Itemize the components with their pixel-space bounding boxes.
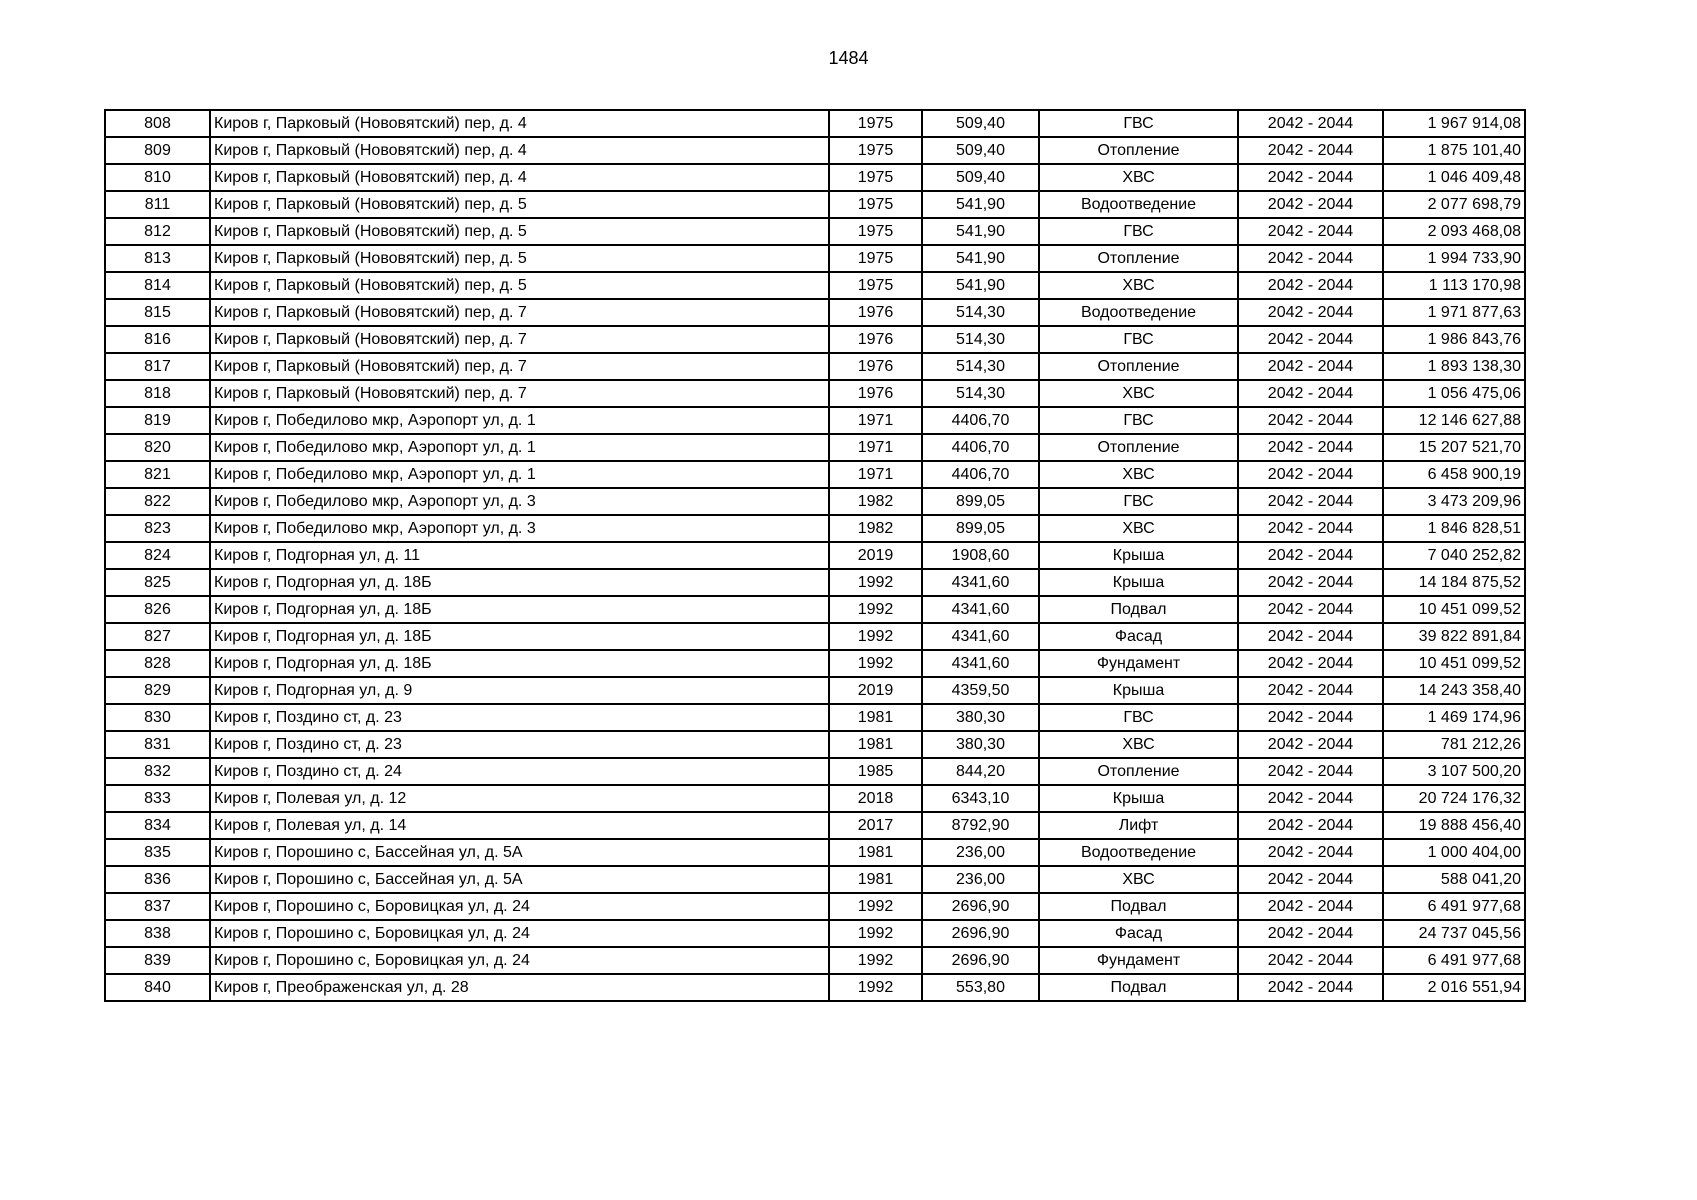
table-body bbox=[105, 110, 1525, 1001]
work-type-cell: Отопление bbox=[1039, 434, 1238, 461]
year-cell: 1975 bbox=[829, 218, 922, 245]
year-cell: 2018 bbox=[829, 785, 922, 812]
address-cell: Киров г, Поздино ст, д. 24 bbox=[210, 758, 829, 785]
period-cell: 2042 - 2044 bbox=[1238, 407, 1383, 434]
work-type-cell: ХВС bbox=[1039, 164, 1238, 191]
table-row bbox=[105, 974, 1525, 1001]
address-cell: Киров г, Победилово мкр, Аэропорт ул, д. 1 bbox=[210, 434, 829, 461]
cost-cell: 1 875 101,40 bbox=[1383, 137, 1525, 164]
year-cell: 1992 bbox=[829, 623, 922, 650]
address-cell: Киров г, Победилово мкр, Аэропорт ул, д. 3 bbox=[210, 488, 829, 515]
cost-cell: 588 041,20 bbox=[1383, 866, 1525, 893]
address-cell: Киров г, Парковый (Нововятский) пер, д. 4 bbox=[210, 110, 829, 137]
page-number: 1484 bbox=[828, 48, 869, 68]
row-number-cell: 818 bbox=[105, 380, 210, 407]
address-cell: Киров г, Парковый (Нововятский) пер, д. 4 bbox=[210, 164, 829, 191]
cost-cell: 1 971 877,63 bbox=[1383, 299, 1525, 326]
area-cell: 4341,60 bbox=[922, 623, 1039, 650]
period-cell: 2042 - 2044 bbox=[1238, 164, 1383, 191]
area-cell: 236,00 bbox=[922, 866, 1039, 893]
table-row bbox=[105, 569, 1525, 596]
year-cell: 1981 bbox=[829, 839, 922, 866]
table-row bbox=[105, 110, 1525, 137]
table-row bbox=[105, 758, 1525, 785]
year-cell: 2017 bbox=[829, 812, 922, 839]
address-cell: Киров г, Порошино с, Боровицкая ул, д. 24 bbox=[210, 893, 829, 920]
address-cell: Киров г, Подгорная ул, д. 18Б bbox=[210, 650, 829, 677]
year-cell: 1971 bbox=[829, 434, 922, 461]
address-cell: Киров г, Парковый (Нововятский) пер, д. 5 bbox=[210, 218, 829, 245]
address-cell: Киров г, Подгорная ул, д. 18Б bbox=[210, 569, 829, 596]
table-row bbox=[105, 839, 1525, 866]
area-cell: 514,30 bbox=[922, 326, 1039, 353]
area-cell: 236,00 bbox=[922, 839, 1039, 866]
cost-cell: 2 077 698,79 bbox=[1383, 191, 1525, 218]
table-row bbox=[105, 704, 1525, 731]
year-cell: 1971 bbox=[829, 407, 922, 434]
year-cell: 1982 bbox=[829, 488, 922, 515]
year-cell: 1975 bbox=[829, 110, 922, 137]
period-cell: 2042 - 2044 bbox=[1238, 245, 1383, 272]
cost-cell: 1 893 138,30 bbox=[1383, 353, 1525, 380]
work-type-cell: Отопление bbox=[1039, 353, 1238, 380]
work-type-cell: Крыша bbox=[1039, 542, 1238, 569]
row-number-cell: 837 bbox=[105, 893, 210, 920]
cost-cell: 10 451 099,52 bbox=[1383, 650, 1525, 677]
address-cell: Киров г, Подгорная ул, д. 18Б bbox=[210, 623, 829, 650]
cost-cell: 1 986 843,76 bbox=[1383, 326, 1525, 353]
row-number-cell: 829 bbox=[105, 677, 210, 704]
address-cell: Киров г, Победилово мкр, Аэропорт ул, д. 3 bbox=[210, 515, 829, 542]
year-cell: 1992 bbox=[829, 947, 922, 974]
address-cell: Киров г, Парковый (Нововятский) пер, д. 5 bbox=[210, 272, 829, 299]
cost-cell: 6 491 977,68 bbox=[1383, 947, 1525, 974]
period-cell: 2042 - 2044 bbox=[1238, 623, 1383, 650]
table-row bbox=[105, 164, 1525, 191]
cost-cell: 3 473 209,96 bbox=[1383, 488, 1525, 515]
table-row bbox=[105, 623, 1525, 650]
repair-schedule-table bbox=[104, 109, 1526, 1002]
row-number-cell: 840 bbox=[105, 974, 210, 1001]
table-row bbox=[105, 947, 1525, 974]
area-cell: 2696,90 bbox=[922, 947, 1039, 974]
address-cell: Киров г, Парковый (Нововятский) пер, д. 5 bbox=[210, 245, 829, 272]
row-number-cell: 821 bbox=[105, 461, 210, 488]
year-cell: 2019 bbox=[829, 677, 922, 704]
period-cell: 2042 - 2044 bbox=[1238, 677, 1383, 704]
table-row bbox=[105, 866, 1525, 893]
address-cell: Киров г, Порошино с, Боровицкая ул, д. 24 bbox=[210, 947, 829, 974]
area-cell: 2696,90 bbox=[922, 920, 1039, 947]
period-cell: 2042 - 2044 bbox=[1238, 353, 1383, 380]
cost-cell: 1 469 174,96 bbox=[1383, 704, 1525, 731]
table-row bbox=[105, 920, 1525, 947]
work-type-cell: ХВС bbox=[1039, 731, 1238, 758]
area-cell: 4341,60 bbox=[922, 650, 1039, 677]
table-row bbox=[105, 299, 1525, 326]
row-number-cell: 831 bbox=[105, 731, 210, 758]
area-cell: 514,30 bbox=[922, 353, 1039, 380]
address-cell: Киров г, Парковый (Нововятский) пер, д. 7 bbox=[210, 380, 829, 407]
cost-cell: 39 822 891,84 bbox=[1383, 623, 1525, 650]
row-number-cell: 825 bbox=[105, 569, 210, 596]
area-cell: 899,05 bbox=[922, 488, 1039, 515]
row-number-cell: 813 bbox=[105, 245, 210, 272]
period-cell: 2042 - 2044 bbox=[1238, 488, 1383, 515]
table-row bbox=[105, 380, 1525, 407]
address-cell: Киров г, Парковый (Нововятский) пер, д. 7 bbox=[210, 326, 829, 353]
period-cell: 2042 - 2044 bbox=[1238, 785, 1383, 812]
address-cell: Киров г, Порошино с, Бассейная ул, д. 5А bbox=[210, 866, 829, 893]
period-cell: 2042 - 2044 bbox=[1238, 947, 1383, 974]
cost-cell: 12 146 627,88 bbox=[1383, 407, 1525, 434]
period-cell: 2042 - 2044 bbox=[1238, 272, 1383, 299]
period-cell: 2042 - 2044 bbox=[1238, 704, 1383, 731]
year-cell: 1981 bbox=[829, 731, 922, 758]
period-cell: 2042 - 2044 bbox=[1238, 596, 1383, 623]
year-cell: 1992 bbox=[829, 650, 922, 677]
area-cell: 2696,90 bbox=[922, 893, 1039, 920]
year-cell: 1975 bbox=[829, 272, 922, 299]
table-row bbox=[105, 677, 1525, 704]
table-row bbox=[105, 461, 1525, 488]
table-row bbox=[105, 812, 1525, 839]
year-cell: 1976 bbox=[829, 326, 922, 353]
cost-cell: 1 846 828,51 bbox=[1383, 515, 1525, 542]
address-cell: Киров г, Полевая ул, д. 14 bbox=[210, 812, 829, 839]
period-cell: 2042 - 2044 bbox=[1238, 191, 1383, 218]
year-cell: 1992 bbox=[829, 893, 922, 920]
address-cell: Киров г, Полевая ул, д. 12 bbox=[210, 785, 829, 812]
table-row bbox=[105, 218, 1525, 245]
period-cell: 2042 - 2044 bbox=[1238, 758, 1383, 785]
table-row bbox=[105, 542, 1525, 569]
year-cell: 1976 bbox=[829, 299, 922, 326]
cost-cell: 1 967 914,08 bbox=[1383, 110, 1525, 137]
area-cell: 509,40 bbox=[922, 137, 1039, 164]
year-cell: 1975 bbox=[829, 164, 922, 191]
work-type-cell: ХВС bbox=[1039, 515, 1238, 542]
period-cell: 2042 - 2044 bbox=[1238, 569, 1383, 596]
area-cell: 514,30 bbox=[922, 299, 1039, 326]
period-cell: 2042 - 2044 bbox=[1238, 299, 1383, 326]
address-cell: Киров г, Подгорная ул, д. 18Б bbox=[210, 596, 829, 623]
cost-cell: 1 994 733,90 bbox=[1383, 245, 1525, 272]
area-cell: 380,30 bbox=[922, 731, 1039, 758]
address-cell: Киров г, Парковый (Нововятский) пер, д. 5 bbox=[210, 191, 829, 218]
year-cell: 1981 bbox=[829, 704, 922, 731]
address-cell: Киров г, Преображенская ул, д. 28 bbox=[210, 974, 829, 1001]
work-type-cell: Подвал bbox=[1039, 596, 1238, 623]
area-cell: 541,90 bbox=[922, 191, 1039, 218]
period-cell: 2042 - 2044 bbox=[1238, 974, 1383, 1001]
cost-cell: 1 056 475,06 bbox=[1383, 380, 1525, 407]
period-cell: 2042 - 2044 bbox=[1238, 812, 1383, 839]
period-cell: 2042 - 2044 bbox=[1238, 920, 1383, 947]
area-cell: 509,40 bbox=[922, 164, 1039, 191]
row-number-cell: 838 bbox=[105, 920, 210, 947]
row-number-cell: 820 bbox=[105, 434, 210, 461]
work-type-cell: ГВС bbox=[1039, 218, 1238, 245]
row-number-cell: 826 bbox=[105, 596, 210, 623]
year-cell: 1982 bbox=[829, 515, 922, 542]
row-number-cell: 828 bbox=[105, 650, 210, 677]
row-number-cell: 816 bbox=[105, 326, 210, 353]
address-cell: Киров г, Поздино ст, д. 23 bbox=[210, 704, 829, 731]
table-row bbox=[105, 407, 1525, 434]
period-cell: 2042 - 2044 bbox=[1238, 461, 1383, 488]
period-cell: 2042 - 2044 bbox=[1238, 380, 1383, 407]
work-type-cell: Фасад bbox=[1039, 920, 1238, 947]
period-cell: 2042 - 2044 bbox=[1238, 839, 1383, 866]
table-row bbox=[105, 137, 1525, 164]
row-number-cell: 824 bbox=[105, 542, 210, 569]
area-cell: 541,90 bbox=[922, 218, 1039, 245]
row-number-cell: 830 bbox=[105, 704, 210, 731]
area-cell: 541,90 bbox=[922, 272, 1039, 299]
cost-cell: 1 000 404,00 bbox=[1383, 839, 1525, 866]
area-cell: 899,05 bbox=[922, 515, 1039, 542]
cost-cell: 2 016 551,94 bbox=[1383, 974, 1525, 1001]
work-type-cell: ГВС bbox=[1039, 110, 1238, 137]
period-cell: 2042 - 2044 bbox=[1238, 326, 1383, 353]
work-type-cell: Крыша bbox=[1039, 569, 1238, 596]
cost-cell: 14 243 358,40 bbox=[1383, 677, 1525, 704]
cost-cell: 7 040 252,82 bbox=[1383, 542, 1525, 569]
period-cell: 2042 - 2044 bbox=[1238, 866, 1383, 893]
period-cell: 2042 - 2044 bbox=[1238, 515, 1383, 542]
cost-cell: 24 737 045,56 bbox=[1383, 920, 1525, 947]
row-number-cell: 809 bbox=[105, 137, 210, 164]
work-type-cell: Крыша bbox=[1039, 785, 1238, 812]
area-cell: 4406,70 bbox=[922, 461, 1039, 488]
year-cell: 1971 bbox=[829, 461, 922, 488]
area-cell: 541,90 bbox=[922, 245, 1039, 272]
area-cell: 4359,50 bbox=[922, 677, 1039, 704]
area-cell: 1908,60 bbox=[922, 542, 1039, 569]
cost-cell: 1 113 170,98 bbox=[1383, 272, 1525, 299]
cost-cell: 6 491 977,68 bbox=[1383, 893, 1525, 920]
year-cell: 1975 bbox=[829, 137, 922, 164]
period-cell: 2042 - 2044 bbox=[1238, 218, 1383, 245]
year-cell: 1975 bbox=[829, 191, 922, 218]
address-cell: Киров г, Парковый (Нововятский) пер, д. 4 bbox=[210, 137, 829, 164]
work-type-cell: Фасад bbox=[1039, 623, 1238, 650]
row-number-cell: 808 bbox=[105, 110, 210, 137]
table-row bbox=[105, 488, 1525, 515]
row-number-cell: 834 bbox=[105, 812, 210, 839]
address-cell: Киров г, Подгорная ул, д. 9 bbox=[210, 677, 829, 704]
table-row bbox=[105, 731, 1525, 758]
work-type-cell: Отопление bbox=[1039, 245, 1238, 272]
work-type-cell: Фундамент bbox=[1039, 650, 1238, 677]
table-row bbox=[105, 326, 1525, 353]
row-number-cell: 819 bbox=[105, 407, 210, 434]
period-cell: 2042 - 2044 bbox=[1238, 137, 1383, 164]
work-type-cell: ХВС bbox=[1039, 461, 1238, 488]
row-number-cell: 839 bbox=[105, 947, 210, 974]
work-type-cell: Подвал bbox=[1039, 893, 1238, 920]
table-row bbox=[105, 272, 1525, 299]
work-type-cell: ГВС bbox=[1039, 326, 1238, 353]
cost-cell: 14 184 875,52 bbox=[1383, 569, 1525, 596]
period-cell: 2042 - 2044 bbox=[1238, 731, 1383, 758]
address-cell: Киров г, Порошино с, Бассейная ул, д. 5А bbox=[210, 839, 829, 866]
work-type-cell: ХВС bbox=[1039, 380, 1238, 407]
cost-cell: 20 724 176,32 bbox=[1383, 785, 1525, 812]
row-number-cell: 814 bbox=[105, 272, 210, 299]
cost-cell: 781 212,26 bbox=[1383, 731, 1525, 758]
area-cell: 844,20 bbox=[922, 758, 1039, 785]
year-cell: 1976 bbox=[829, 380, 922, 407]
area-cell: 6343,10 bbox=[922, 785, 1039, 812]
row-number-cell: 835 bbox=[105, 839, 210, 866]
year-cell: 1985 bbox=[829, 758, 922, 785]
work-type-cell: Фундамент bbox=[1039, 947, 1238, 974]
year-cell: 1992 bbox=[829, 920, 922, 947]
area-cell: 4341,60 bbox=[922, 596, 1039, 623]
year-cell: 1976 bbox=[829, 353, 922, 380]
area-cell: 8792,90 bbox=[922, 812, 1039, 839]
work-type-cell: ХВС bbox=[1039, 866, 1238, 893]
address-cell: Киров г, Парковый (Нововятский) пер, д. 7 bbox=[210, 353, 829, 380]
period-cell: 2042 - 2044 bbox=[1238, 110, 1383, 137]
cost-cell: 19 888 456,40 bbox=[1383, 812, 1525, 839]
year-cell: 1992 bbox=[829, 596, 922, 623]
year-cell: 1975 bbox=[829, 245, 922, 272]
table-row bbox=[105, 596, 1525, 623]
area-cell: 514,30 bbox=[922, 380, 1039, 407]
area-cell: 4406,70 bbox=[922, 407, 1039, 434]
area-cell: 553,80 bbox=[922, 974, 1039, 1001]
table-row bbox=[105, 245, 1525, 272]
row-number-cell: 811 bbox=[105, 191, 210, 218]
table-row bbox=[105, 785, 1525, 812]
work-type-cell: ХВС bbox=[1039, 272, 1238, 299]
year-cell: 2019 bbox=[829, 542, 922, 569]
row-number-cell: 823 bbox=[105, 515, 210, 542]
row-number-cell: 827 bbox=[105, 623, 210, 650]
work-type-cell: Крыша bbox=[1039, 677, 1238, 704]
work-type-cell: Подвал bbox=[1039, 974, 1238, 1001]
cost-cell: 2 093 468,08 bbox=[1383, 218, 1525, 245]
year-cell: 1981 bbox=[829, 866, 922, 893]
work-type-cell: Водоотведение bbox=[1039, 191, 1238, 218]
table-row bbox=[105, 650, 1525, 677]
work-type-cell: ГВС bbox=[1039, 704, 1238, 731]
cost-cell: 15 207 521,70 bbox=[1383, 434, 1525, 461]
table-row bbox=[105, 434, 1525, 461]
row-number-cell: 817 bbox=[105, 353, 210, 380]
address-cell: Киров г, Парковый (Нововятский) пер, д. 7 bbox=[210, 299, 829, 326]
address-cell: Киров г, Победилово мкр, Аэропорт ул, д. 1 bbox=[210, 407, 829, 434]
area-cell: 509,40 bbox=[922, 110, 1039, 137]
table-row bbox=[105, 893, 1525, 920]
cost-cell: 1 046 409,48 bbox=[1383, 164, 1525, 191]
row-number-cell: 833 bbox=[105, 785, 210, 812]
year-cell: 1992 bbox=[829, 974, 922, 1001]
work-type-cell: Отопление bbox=[1039, 758, 1238, 785]
row-number-cell: 812 bbox=[105, 218, 210, 245]
area-cell: 4406,70 bbox=[922, 434, 1039, 461]
period-cell: 2042 - 2044 bbox=[1238, 542, 1383, 569]
address-cell: Киров г, Победилово мкр, Аэропорт ул, д. 1 bbox=[210, 461, 829, 488]
work-type-cell: ГВС bbox=[1039, 488, 1238, 515]
period-cell: 2042 - 2044 bbox=[1238, 650, 1383, 677]
row-number-cell: 810 bbox=[105, 164, 210, 191]
row-number-cell: 832 bbox=[105, 758, 210, 785]
row-number-cell: 836 bbox=[105, 866, 210, 893]
row-number-cell: 822 bbox=[105, 488, 210, 515]
year-cell: 1992 bbox=[829, 569, 922, 596]
period-cell: 2042 - 2044 bbox=[1238, 434, 1383, 461]
cost-cell: 10 451 099,52 bbox=[1383, 596, 1525, 623]
table-row bbox=[105, 191, 1525, 218]
work-type-cell: Отопление bbox=[1039, 137, 1238, 164]
table-row bbox=[105, 515, 1525, 542]
cost-cell: 3 107 500,20 bbox=[1383, 758, 1525, 785]
work-type-cell: Водоотведение bbox=[1039, 299, 1238, 326]
table-row bbox=[105, 353, 1525, 380]
work-type-cell: Лифт bbox=[1039, 812, 1238, 839]
address-cell: Киров г, Поздино ст, д. 23 bbox=[210, 731, 829, 758]
row-number-cell: 815 bbox=[105, 299, 210, 326]
cost-cell: 6 458 900,19 bbox=[1383, 461, 1525, 488]
address-cell: Киров г, Подгорная ул, д. 11 bbox=[210, 542, 829, 569]
address-cell: Киров г, Порошино с, Боровицкая ул, д. 24 bbox=[210, 920, 829, 947]
work-type-cell: ГВС bbox=[1039, 407, 1238, 434]
period-cell: 2042 - 2044 bbox=[1238, 893, 1383, 920]
area-cell: 4341,60 bbox=[922, 569, 1039, 596]
area-cell: 380,30 bbox=[922, 704, 1039, 731]
work-type-cell: Водоотведение bbox=[1039, 839, 1238, 866]
